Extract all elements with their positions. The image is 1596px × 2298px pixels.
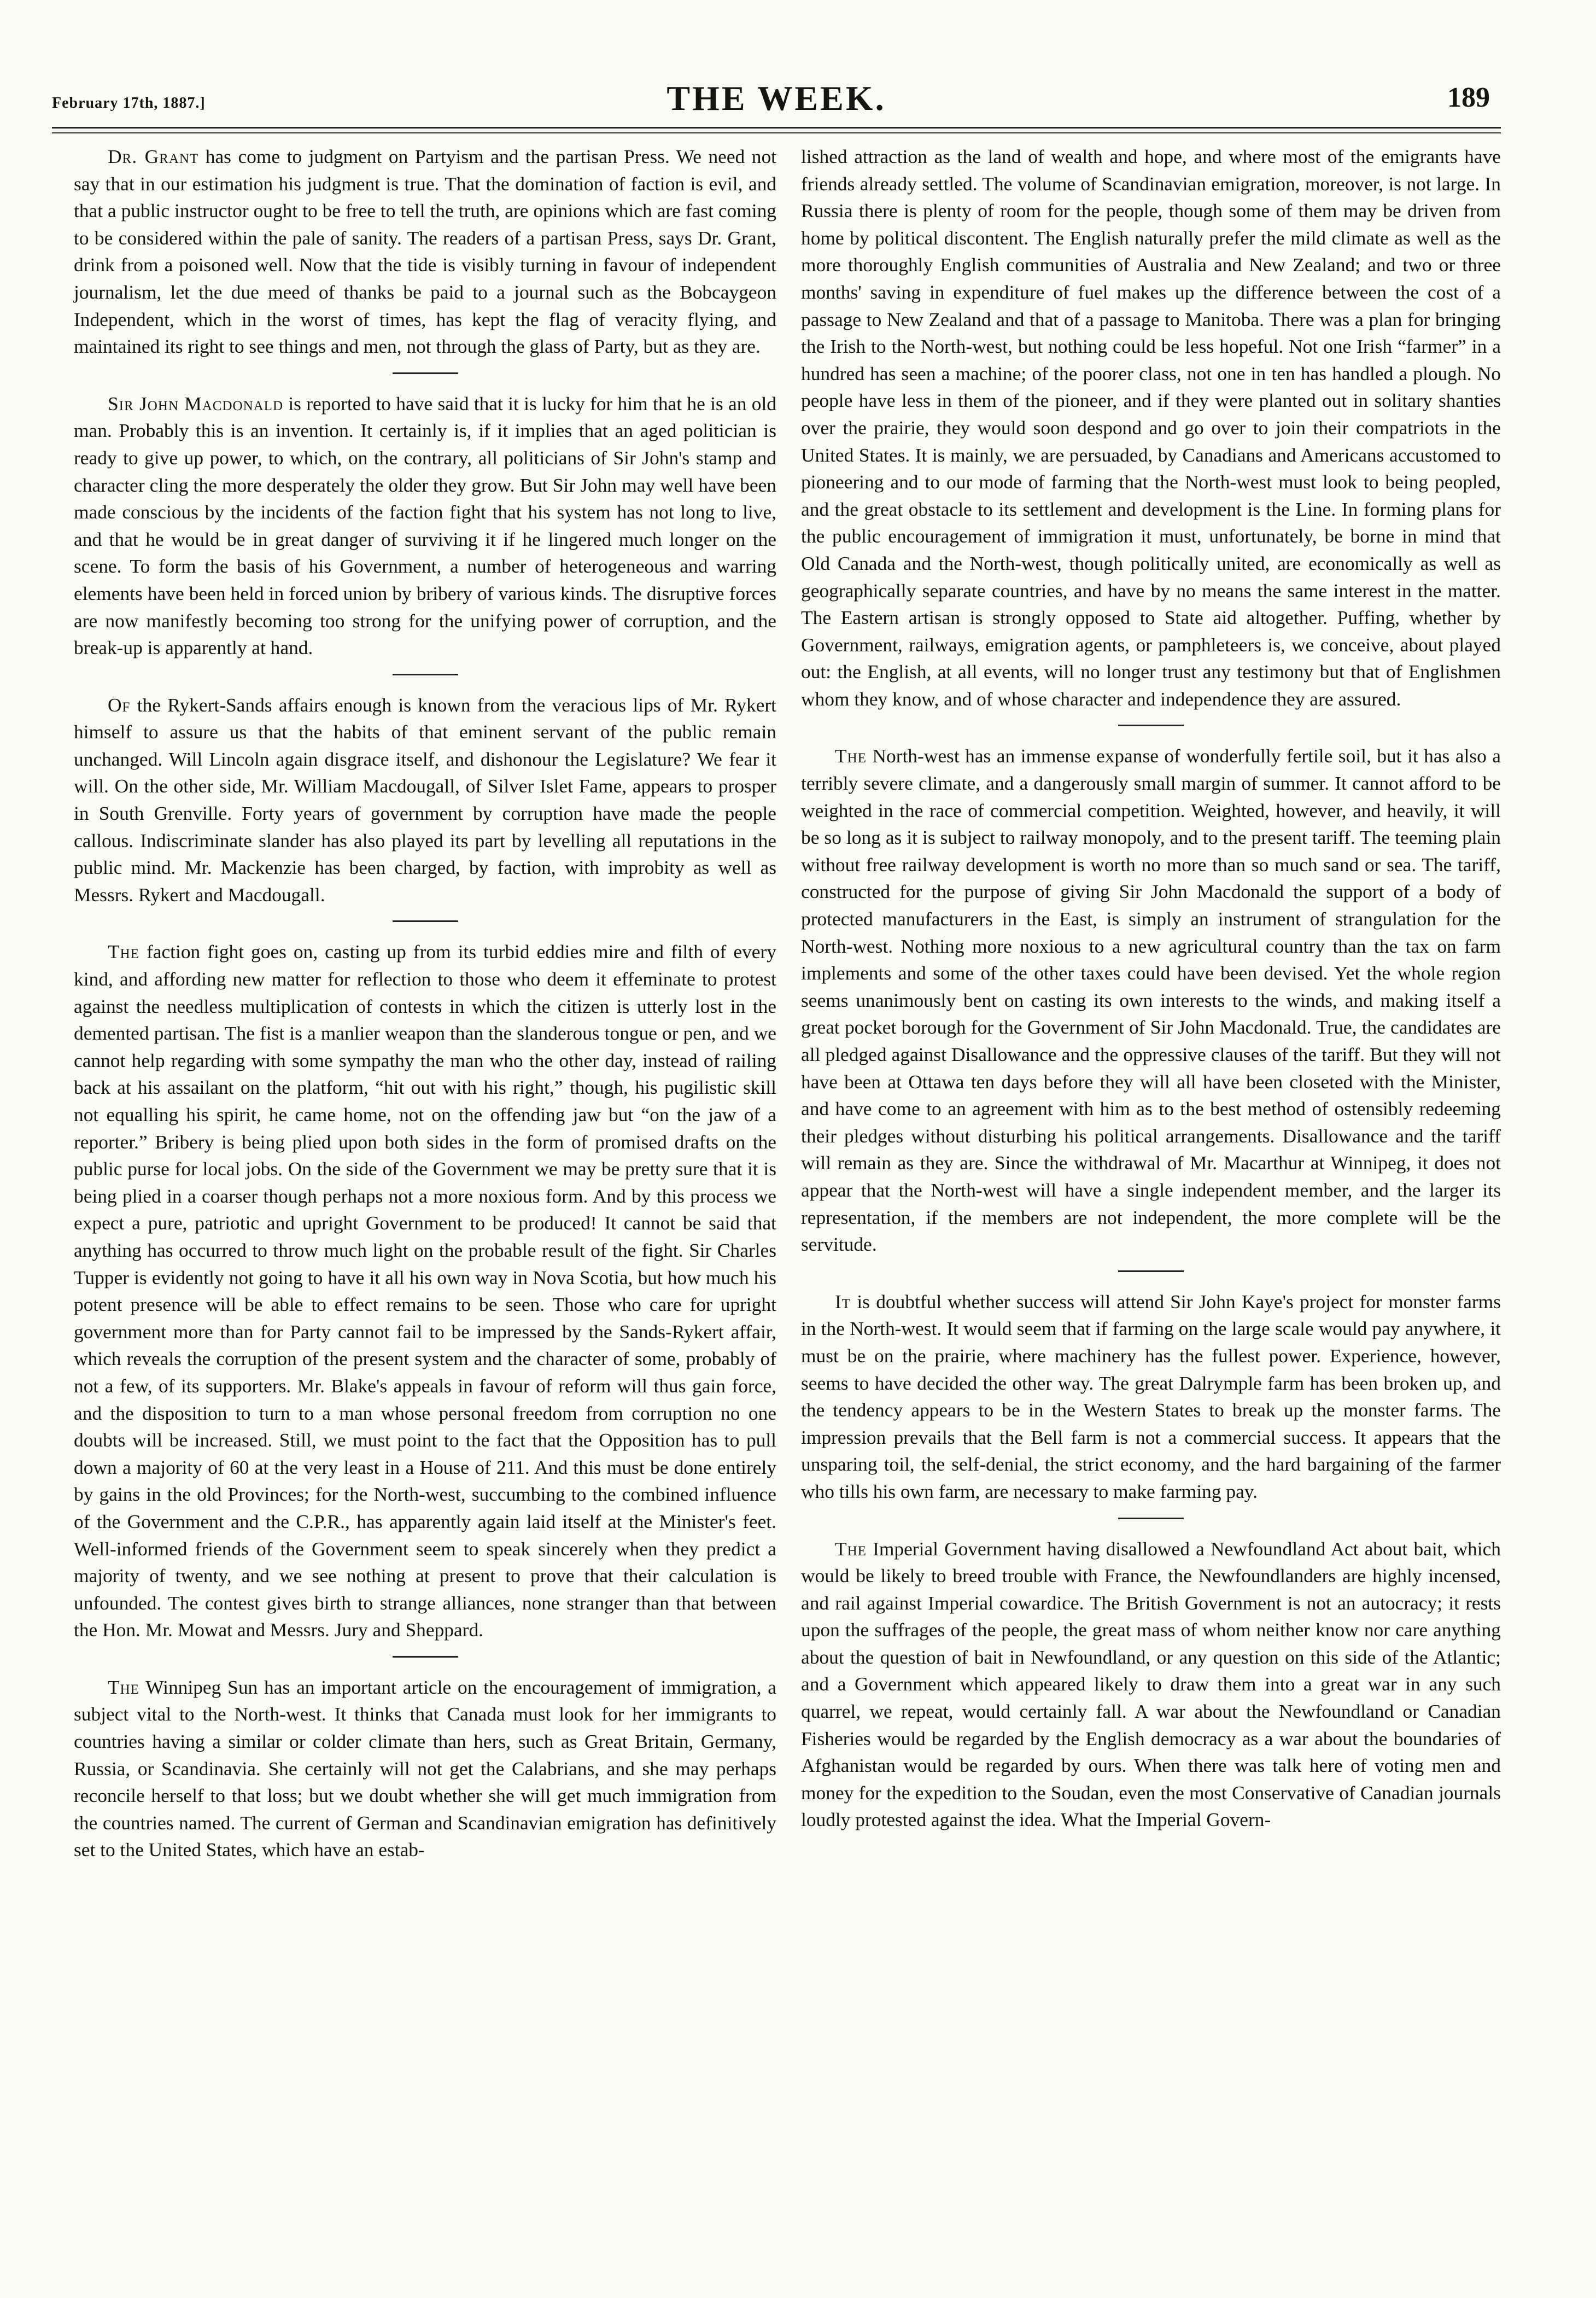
paragraph-text: the Rykert-Sands affairs enough is known from the veracious lips of Mr. Rykert himself to assure us that the habits of that eminent servant of the public remain unchanged. Will Lincoln again disgrace itself, and dishonour the Legislature? We fear it will. On the other side, Mr. William Macdougall, of Silver Islet Fame, appears to prosper in South Grenville. Forty years of government by corruption have made the people callous. Indiscriminate slander has also played its part by levelling all reputations in the public mind. Mr. Mackenzie has been charged, by faction, with improbity as well as Messrs. Rykert and Macdougall. xyxy=(74,693,776,906)
paragraph-text: North-west has an immense expanse of wonderfully fertile soil, but it has also a terribly severe climate, and a dangerously small margin of summer. It cannot afford to be weighted in the race of commercial competition. Weighted, however, and heavily, it will be so long as it is subject to railway monopoly, and to the present tariff. The teeming plain without free railway development is worth no more than so much sand or sea. The tariff, constructed for the purpose of giving Sir John Macdonald the support of a body of protected manufacturers in the East, is simply an instrument of strangulation for the North-west. Nothing more noxious to a new agricultural country than the tax on farm implements and some of the other taxes could have been devised. Yet the whole region seems unanimously bent on casting its own interests to the winds, and making itself a great pocket borough for the Government of Sir John Macdonald. True, the candidates are all pledged against Disallowance and the oppressive clauses of the tariff. But they will not have been at Ottawa ten days before they will all have been closeted with the Minister, and have come to an agreement with him as to the best method of ostensibly redeeming their pledges without disturbing his political arrangements. Disallowance and the tariff will remain as they are. Since the withdrawal of Mr. Macarthur at Winnipeg, it does not appear that the North-west will have a single independent member, and the larger its representation, if the members are not independent, the more complete will be the servitude. xyxy=(801,745,1501,1256)
left-column xyxy=(74,143,776,1864)
paragraph-monster-farms xyxy=(801,1288,1501,1506)
right-column xyxy=(801,143,1501,1834)
section-divider xyxy=(393,372,458,374)
paragraph-text: Winnipeg Sun has an important article on the encouragement of immigration, a subject vital to the North-west. It thinks that Canada must look for her immigrants to countries having a similar or colder climate than hers, such as Great Britain, Germany, Russia, or Scandinavia. She certainly will not get the Calabrians, and she may perhaps reconcile herself to that loss; but we doubt whether she will get much immigration from the countries named. The current of German and Scandinavian emigration has definitively set to the United States, which have an estab- xyxy=(74,1676,776,1861)
header-rule-double xyxy=(52,132,1501,133)
section-divider xyxy=(1118,1270,1184,1272)
paragraph-newfoundland xyxy=(801,1536,1501,1834)
section-divider xyxy=(1118,725,1184,726)
paragraph-lead: The xyxy=(108,1676,139,1698)
section-divider xyxy=(1118,1518,1184,1519)
paragraph-winnipeg-sun xyxy=(74,1674,776,1864)
paragraph-text: lished attraction as the land of wealth and hope, and where most of the emigrants have friends already settled. The volume of Scandinavian emigration, moreover, is not large. In Russia there is plenty of room for the people, though some of them may be driven from home by political discontent. The English naturally prefer the mild climate as well as the more thoroughly English communities of Australia and New Zealand; and two or three months' saving in expenditure of fuel makes up the difference between the cost of a passage to New Zealand and that of a passage to Manitoba. There was a plan for bringing the Irish to the North-west, but nothing could be less hopeful. Not one Irish “farmer” in a hundred has seen a machine; of the poorer class, not one in ten has handled a plough. No people have less in them of the pioneer, and if they were planted out in solitary shanties over the prairie, they would soon despond and go over to join their compatriots in the United States. It is mainly, we are persuaded, by Canadians and Americans accustomed to pioneering and to our mode of farming that the North-west must look to being peopled, and the great obstacle to its settlement and development is the Line. In forming plans for the public encouragement of immigration it must, unfortunately, be borne in mind that Old Canada and the North-west, though politically united, are economically as well as geographically separate countries, and have by no means the same interest in the matter. The Eastern artisan is strongly opposed to State aid altogether. Puffing, whether by Government, railways, emigration agents, or pamphleteers is, we conceive, about played out: the English, at all events, will no longer trust any testimony but that of Englishmen whom they know, and of whose character and independence they are assured. xyxy=(801,145,1501,710)
paragraph-lead: It xyxy=(835,1290,851,1313)
paragraph-dr-grant xyxy=(74,143,776,360)
paragraph-faction-fight xyxy=(74,938,776,1643)
page-number: 189 xyxy=(1447,82,1490,113)
paragraph-lead: The xyxy=(108,941,139,963)
paragraph-lead: Dr. Grant xyxy=(108,145,199,167)
paragraph-text: faction fight goes on, casting up from its turbid eddies mire and filth of every kind, and affording new matter for reflection to those who deem it effeminate to protest against the needless multiplication of contests in which the citizen is utterly lost in the demented partisan. The fist is a manlier weapon than the slanderous tongue or pen, and we cannot help regarding with some sympathy the man who the other day, instead of railing back at his assailant on the platform, “hit out with his right,” though, his pugilistic skill not equalling his spirit, he came home, not on the offending jaw but “on the jaw of a reporter.” Bribery is being plied upon both sides in the form of promised drafts on the public purse for local jobs. On the side of the Government we may be pretty sure that it is being plied in a coarser though perhaps not a more noxious form. And by this process we expect a pure, patriotic and upright Government to be produced! It cannot be said that anything has occurred to throw much light on the probable result of the fight. Sir Charles Tupper is evidently not going to have it all his own way in Nova Scotia, but how much his potent presence will be able to effect remains to be seen. Those who care for upright government more than for Party cannot fail to be impressed by the Sands-Rykert affair, which reveals the corruption of the present system and the character of some, probably of not a few, of its supporters. Mr. Blake's appeals in favour of reform will thus gain force, and the disposition to turn to a man whose personal freedom from corruption no one doubts will be increased. Still, we must point to the fact that the Opposition has to pull down a majority of 60 at the very least in a House of 211. And this must be done entirely by gains in the old Provinces; for the North-west, succumbing to the combined influence of the Government and the C.P.R., has apparently again laid itself at the Minister's feet. Well-informed friends of the Government seem to speak sincerely when they predict a majority of twenty, and we see nothing at present to prove that their calculation is unfounded. The contest gives birth to strange alliances, none stranger than that between the Hon. Mr. Mowat and Messrs. Jury and Sheppard. xyxy=(74,941,776,1641)
paragraph-lead: The xyxy=(835,1537,867,1560)
section-divider xyxy=(393,674,458,675)
paragraph-lead: Of xyxy=(108,693,131,716)
paragraph-lead: The xyxy=(835,745,867,767)
header-rule xyxy=(52,127,1501,129)
paragraph-continued xyxy=(801,143,1501,713)
paragraph-text: has come to judgment on Partyism and the partisan Press. We need not say that in our estimation his judgment is true. That the domination of faction is evil, and that a public instructor ought to be free to tell the truth, are opinions which are fast coming to be considered within the pale of sanity. The readers of a partisan Press, says Dr. Grant, drink from a poisoned well. Now that the tide is visibly turning in favour of independent journalism, let the due meed of thanks be paid to a journal such as the Bobcaygeon Independent, which in the worst of times, has kept the flag of veracity flying, and maintained its right to see things and men, not through the glass of Party, but as they are. xyxy=(74,145,777,358)
paragraph-north-west xyxy=(801,743,1501,1258)
issue-date: February 17th, 1887.] xyxy=(52,95,206,112)
publication-title: THE WEEK. xyxy=(667,79,886,118)
section-divider xyxy=(393,920,458,922)
paragraph-text: is reported to have said that it is lucky for him that he is an old man. Probably this is an invention. It certainly is, if it implies that an aged politician is ready to give up power, to which, on the contrary, all politicians of Sir John's stamp and character cling the more desperately the older they grow. But Sir John may well have been made conscious by the incidents of the faction fight that his system has not long to live, and that he would be in great danger of surviving it if he lingered much longer on the scene. To form the basis of his Government, a number of heterogeneous and warring elements have been held in forced union by bribery of various kinds. The disruptive forces are now manifestly becoming too strong for the unifying power of corruption, and the break-up is apparently at hand. xyxy=(74,392,776,659)
page-header xyxy=(52,74,1501,126)
paragraph-text: Imperial Government having disallowed a Newfoundland Act about bait, which would be likely to breed trouble with France, the Newfoundlanders are highly incensed, and rail against Imperial cowardice. The British Government is not an autocracy; it rests upon the suffrages of the people, the great mass of whom neither know nor care anything about the question of bait in Newfoundland, or any question on this side of the Atlantic; and a Government which appeared likely to draw them into a great war in any such quarrel, we repeat, would certainly fall. A war about the Newfoundland or Canadian Fisheries would be regarded by the English democracy as a war about the boundaries of Afghanistan would be regarded by ours. When there was talk here of voting men and money for the expedition to the Soudan, even the most Conservative of Canadian journals loudly protested against the idea. What the Imperial Govern- xyxy=(801,1537,1501,1831)
paragraph-text: is doubtful whether success will attend Sir John Kaye's project for monster farms in the North-west. It would seem that if farming on the large scale would pay anywhere, it must be on the prairie, where machinery has the fullest power. Experience, however, seems to have decided the other way. The great Dalrymple farm has been broken up, and the tendency appears to be in the Western States to break up the monster farms. The impression prevails that the Bell farm is not a commercial success. It appears that the unsparing toil, the self-denial, the strict economy, and the hard bargaining of the farmer who tills his own farm, are necessary to make farming pay. xyxy=(801,1290,1501,1502)
paragraph-sir-john xyxy=(74,390,776,662)
section-divider xyxy=(393,1656,458,1658)
paragraph-rykert-sands xyxy=(74,692,776,909)
paragraph-lead: Sir John Macdonald xyxy=(108,392,283,415)
